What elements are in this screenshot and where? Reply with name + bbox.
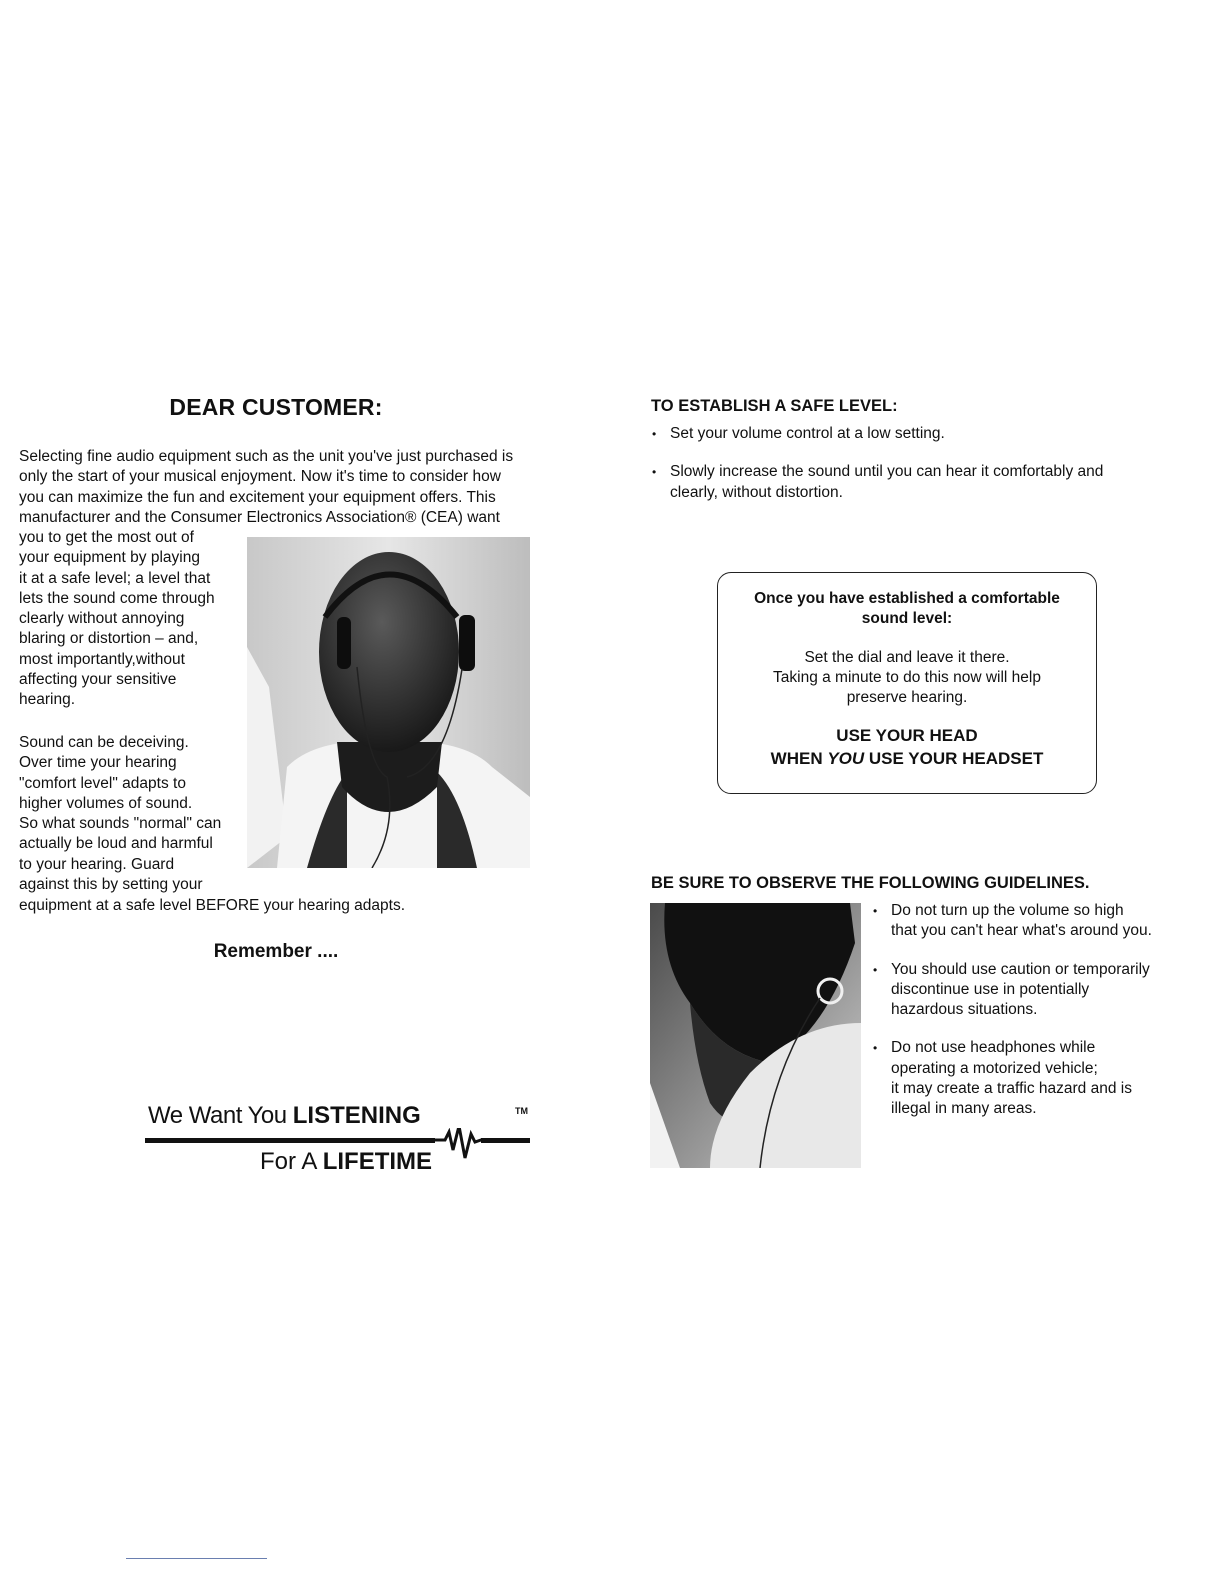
logo-line-1-text: We Want You bbox=[148, 1102, 293, 1129]
woman-headphones-photo bbox=[650, 903, 861, 1168]
wrap-paragraph-2 bbox=[19, 733, 244, 895]
trademark-mark: TM bbox=[515, 1106, 528, 1116]
remember-label: Remember .... bbox=[213, 941, 339, 962]
slogan-emphasis: YOU bbox=[827, 749, 865, 769]
dear-customer-heading: DEAR CUSTOMER: bbox=[169, 394, 383, 420]
text-line: "comfort level" adapts to bbox=[19, 774, 186, 792]
text-line: • Set your volume control at a low setting. bbox=[670, 425, 945, 442]
text-line: So what sounds "normal" can bbox=[19, 815, 222, 833]
text-line: Set the dial and leave it there. bbox=[804, 648, 1010, 666]
text-line: most importantly,without bbox=[19, 650, 185, 668]
logo-line-2-bold: LIFETIME bbox=[322, 1148, 433, 1175]
list-item bbox=[871, 1038, 1201, 1119]
text-line: illegal in many areas. bbox=[891, 1100, 1037, 1118]
text-line: you can maximize the fun and excitement your equipment offers. This bbox=[19, 488, 496, 506]
text-line: against this by setting your bbox=[19, 876, 203, 894]
safe-level-list bbox=[650, 424, 1150, 503]
text-line: Once you have established a comfortable bbox=[754, 590, 1060, 607]
text-line: hearing. bbox=[19, 691, 76, 709]
text-line: lets the sound come through bbox=[19, 589, 215, 607]
text-line: affecting your sensitive bbox=[19, 671, 177, 689]
listening-lifetime-logo bbox=[145, 1098, 535, 1178]
text-line: higher volumes of sound. bbox=[19, 794, 193, 812]
text-line: • Do not use headphones while bbox=[891, 1039, 1096, 1057]
logo-line-2 bbox=[260, 1148, 432, 1176]
text-line: only the start of your musical enjoyment. Now it's time to consider how bbox=[19, 468, 501, 486]
callout-body bbox=[718, 648, 1096, 709]
text-line: Taking a minute to do this now will help bbox=[773, 668, 1041, 686]
text-line: it at a safe level; a level that bbox=[19, 569, 211, 587]
text-line: hazardous situations. bbox=[891, 1001, 1038, 1019]
list-item bbox=[650, 462, 1150, 503]
text-line: that you can't hear what's around you. bbox=[891, 922, 1152, 940]
slogan-post: USE YOUR HEADSET bbox=[864, 749, 1044, 769]
logo-line-1 bbox=[148, 1102, 421, 1130]
text-line: • Slowly increase the sound until you can hear it comfortably and bbox=[670, 463, 1104, 481]
man-headphones-illustration bbox=[247, 537, 530, 868]
logo-line-1-bold: LISTENING bbox=[292, 1102, 421, 1129]
text-line: to your hearing. Guard bbox=[19, 855, 175, 873]
text-line: you to get the most out of bbox=[19, 529, 194, 546]
comfortable-level-callout bbox=[717, 572, 1097, 794]
text-line: clearly without annoying bbox=[19, 610, 185, 628]
wrap-paragraph-1 bbox=[19, 528, 244, 711]
text-line: sound level: bbox=[861, 610, 953, 628]
guidelines-heading: BE SURE TO OBSERVE THE FOLLOWING GUIDELINES. bbox=[651, 874, 1090, 892]
list-item bbox=[871, 960, 1201, 1021]
list-item bbox=[650, 424, 1150, 444]
intro-paragraph bbox=[19, 447, 539, 528]
text-line: it may create a traffic hazard and is bbox=[891, 1080, 1132, 1098]
text-line: operating a motorized vehicle; bbox=[891, 1059, 1098, 1077]
man-headphones-photo bbox=[247, 537, 530, 868]
slogan-pre: WHEN bbox=[770, 749, 828, 769]
callout-title bbox=[718, 589, 1096, 630]
text-line: discontinue use in potentially bbox=[891, 980, 1090, 998]
logo-line-2-text: For A bbox=[260, 1148, 323, 1175]
final-line: equipment at a safe level BEFORE your hearing adapts. bbox=[19, 897, 405, 914]
text-line: blaring or distortion – and, bbox=[19, 630, 199, 648]
text-line: clearly, without distortion. bbox=[670, 483, 843, 501]
text-line: manufacturer and the Consumer Electronics Association® (CEA) want bbox=[19, 508, 500, 526]
text-line: Sound can be deceiving. bbox=[19, 734, 189, 751]
list-item bbox=[871, 901, 1201, 942]
text-line: Over time your hearing bbox=[19, 754, 177, 772]
text-line: Selecting fine audio equipment such as the unit you've just purchased is bbox=[19, 448, 514, 465]
text-line: • You should use caution or temporarily bbox=[891, 960, 1150, 978]
text-line: your equipment by playing bbox=[19, 549, 200, 567]
callout-slogan bbox=[718, 724, 1096, 770]
guidelines-list bbox=[871, 901, 1201, 1120]
text-line: • Do not turn up the volume so high bbox=[891, 902, 1124, 919]
footnote-divider bbox=[126, 1558, 267, 1559]
text-line: preserve hearing. bbox=[846, 689, 968, 707]
safe-level-heading: TO ESTABLISH A SAFE LEVEL: bbox=[651, 397, 898, 415]
woman-headphones-illustration bbox=[650, 903, 861, 1168]
text-line: actually be loud and harmful bbox=[19, 835, 213, 853]
slogan-line-1: USE YOUR HEAD bbox=[836, 726, 978, 746]
slogan-line-2 bbox=[718, 747, 1096, 770]
